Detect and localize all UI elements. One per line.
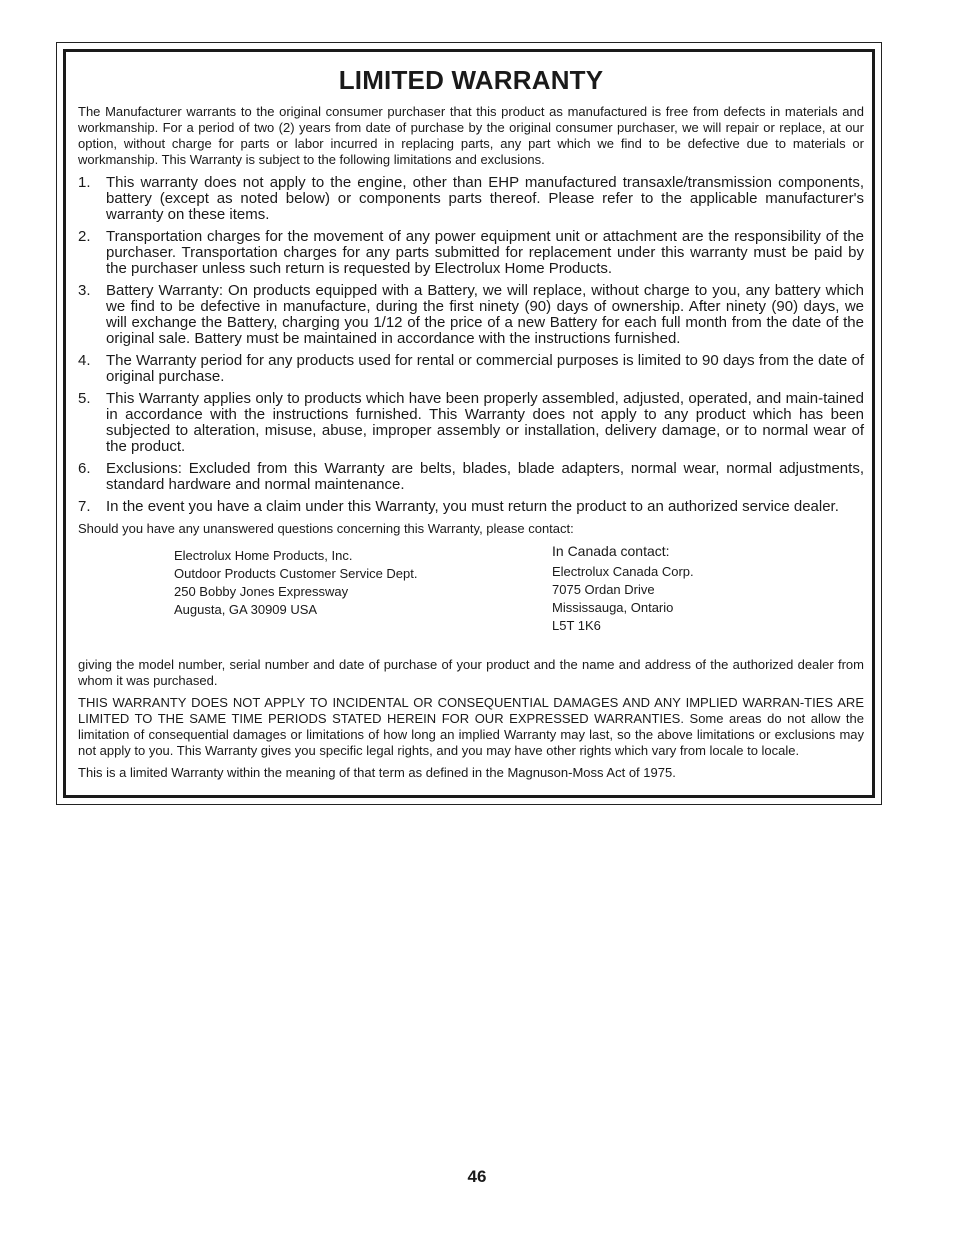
list-number: 5.: [78, 390, 91, 407]
addresses: [78, 537, 864, 655]
giving-paragraph: giving the model number, serial number and date of purchase of your product and the name and address of the authorized dealer from whom it was purchased.: [78, 657, 864, 688]
list-text: This Warranty applies only to products which have been properly assembled, adjusted, operated, and main-tained in accordance with the instructions furnished. This Warranty does not apply to any product which has been subjected to alteration, misuse, abuse, improper assembly or installation, delivery damage, or to normal wear of the product.: [106, 390, 864, 455]
canada-heading: In Canada contact:: [552, 543, 670, 559]
list-number: 6.: [78, 460, 91, 477]
address-line: 7075 Ordan Drive: [552, 582, 655, 597]
list-text: Exclusions: Excluded from this Warranty are belts, blades, blade adapters, normal wear, normal adjustments, standard hardware and normal maintenance.: [106, 460, 864, 493]
list-item: [78, 283, 864, 347]
intro-paragraph: The Manufacturer warrants to the original consumer purchaser that this product as manufactured is free from defects in materials and workmanship. For a period of two (2) years from date of purchase by the original consumer purchaser, we will repair or replace, at our option, without charge for parts or labor incurred in replacing parts, any part which we find to be defective due to materials or workmanship. This Warranty is subject to the following limitations and exclusions.: [78, 104, 864, 167]
list-item: [78, 391, 864, 455]
address-line: Electrolux Canada Corp.: [552, 564, 694, 579]
list-item: [78, 229, 864, 277]
page-number: 46: [467, 1167, 487, 1186]
list-text: Battery Warranty: On products equipped with a Battery, we will replace, without charge to you, any battery which we find to be defective in manufacture, during the first ninety (90) days of ownership. After ninety (90) days, we will exchange the Battery, charging you 1/12 of the price of a new Battery for each full month from the date of the original sale. Battery must be maintained in accordance with the instructions furnished.: [106, 282, 864, 347]
list-number: 3.: [78, 282, 91, 299]
list-item: [78, 461, 864, 493]
address-line: Electrolux Home Products, Inc.: [174, 548, 353, 563]
list-number: 7.: [78, 498, 91, 515]
limitations-list: [78, 175, 864, 515]
list-item: [78, 499, 864, 515]
address-line: L5T 1K6: [552, 618, 601, 633]
address-line: Augusta, GA 30909 USA: [174, 602, 318, 617]
list-number: 4.: [78, 352, 91, 369]
list-number: 1.: [78, 174, 91, 191]
address-line: Outdoor Products Customer Service Dept.: [174, 566, 418, 581]
page-title: LIMITED WARRANTY: [338, 65, 604, 95]
list-text: The Warranty period for any products used for rental or commercial purposes is limited to 90 days from the date of original purchase.: [106, 352, 864, 385]
address-line: Mississauga, Ontario: [552, 600, 674, 615]
list-item: [78, 353, 864, 385]
canada-address: [552, 542, 694, 635]
limited-warranty-note: This is a limited Warranty within the meaning of that term as defined in the Magnuson-Moss Act of 1975.: [78, 765, 676, 780]
disclaimer-paragraph: THIS WARRANTY DOES NOT APPLY TO INCIDENTAL OR CONSEQUENTIAL DAMAGES AND ANY IMPLIED WARRAN-TIES ARE LIMITED TO THE SAME TIME PERIODS STATED HEREIN FOR OUR EXPRESSED WARRANTIES. Some areas do not allow the limitation of consequential damages or limitations of how long an implied Warranty may last, so the above limitations or exclusions may not apply to you. This Warranty gives you specific legal rights, and you may have other rights which vary from locale to locale.: [78, 695, 864, 758]
list-text: Transportation charges for the movement of any power equipment unit or attachment are the responsibility of the purchaser. Transportation charges for any parts submitted for replacement under this warranty must be paid by the purchaser unless such return is requested by Electrolux Home Products.: [106, 228, 864, 277]
us-address: [174, 547, 418, 619]
warranty-content: [78, 62, 864, 781]
list-item: [78, 175, 864, 223]
list-text: This warranty does not apply to the engine, other than EHP manufactured transaxle/transmission components, battery (except as noted below) or components parts thereof. Please refer to the applicable manufacturer's warranty on these items.: [106, 174, 864, 223]
address-line: 250 Bobby Jones Expressway: [174, 584, 349, 599]
list-number: 2.: [78, 228, 91, 245]
list-text: In the event you have a claim under this Warranty, you must return the product to an authorized service dealer.: [106, 498, 839, 515]
contact-intro: Should you have any unanswered questions concerning this Warranty, please contact:: [78, 521, 574, 536]
